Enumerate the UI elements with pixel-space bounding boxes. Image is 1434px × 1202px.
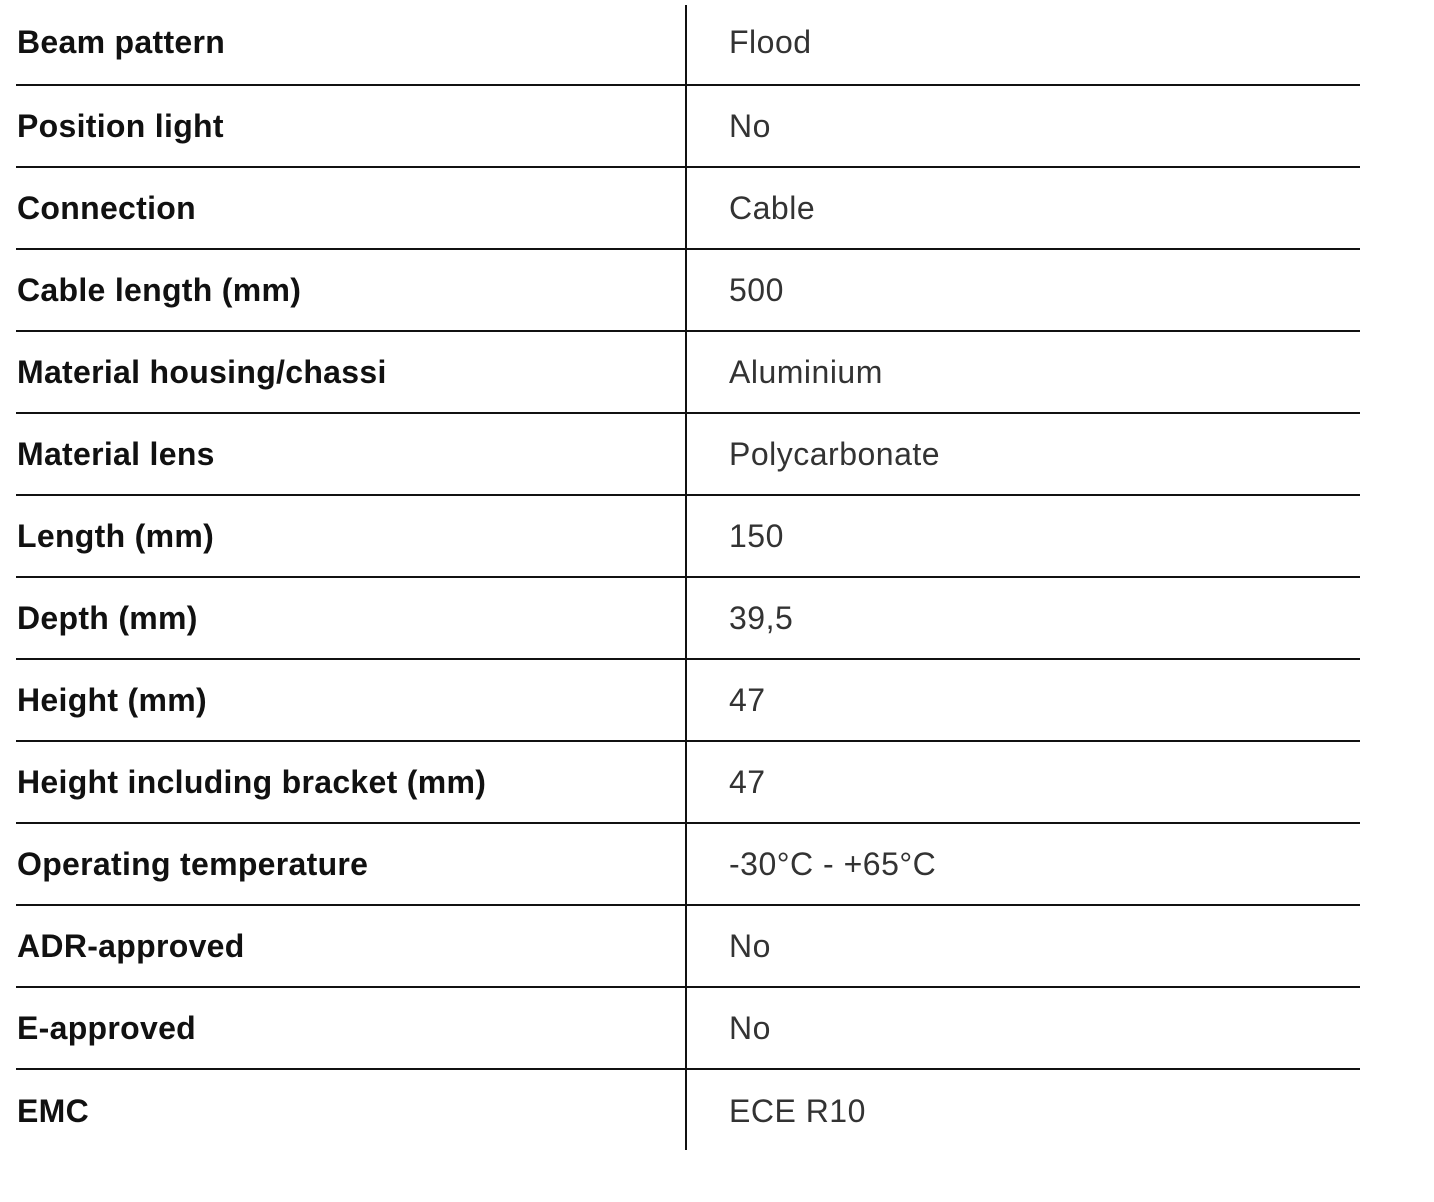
spec-label: Height (mm) [17, 681, 207, 718]
spec-row-depth [16, 578, 1360, 660]
spec-row-height [16, 660, 1360, 742]
spec-label: Operating temperature [17, 845, 369, 882]
spec-row-adr-approved [16, 906, 1360, 988]
spec-label: Length (mm) [17, 517, 215, 554]
spec-label: E-approved [17, 1009, 197, 1046]
spec-row-material-housing [16, 332, 1360, 414]
spec-row-height-including-bracket [16, 742, 1360, 824]
spec-value: 47 [729, 681, 766, 718]
spec-row-position-light [16, 86, 1360, 168]
spec-label: Depth (mm) [17, 599, 198, 636]
spec-label: Height including bracket (mm) [17, 763, 487, 800]
spec-value: ECE R10 [729, 1092, 866, 1129]
spec-label: Connection [17, 189, 196, 226]
spec-label: Material lens [17, 435, 215, 472]
spec-value: No [729, 1009, 771, 1046]
spec-value: Aluminium [729, 353, 883, 390]
spec-value: -30°C - +65°C [729, 845, 937, 882]
spec-value: 39,5 [729, 599, 794, 636]
spec-value: No [729, 927, 771, 964]
spec-row-cable-length [16, 250, 1360, 332]
spec-value: 150 [729, 517, 784, 554]
spec-label: Cable length (mm) [17, 271, 302, 308]
spec-row-beam-pattern [16, 0, 1360, 86]
spec-value: 500 [729, 271, 784, 308]
spec-table [16, 0, 1360, 1152]
spec-label: Beam pattern [17, 23, 226, 60]
spec-value: Polycarbonate [729, 435, 941, 472]
spec-row-e-approved [16, 988, 1360, 1070]
spec-value: Flood [729, 23, 812, 60]
spec-label: Position light [17, 107, 224, 144]
spec-label: Material housing/chassi [17, 353, 387, 390]
spec-row-emc [16, 1070, 1360, 1152]
spec-label: EMC [17, 1092, 90, 1129]
spec-row-operating-temperature [16, 824, 1360, 906]
spec-value: Cable [729, 189, 816, 226]
spec-row-connection [16, 168, 1360, 250]
spec-label: ADR-approved [17, 927, 245, 964]
spec-value: 47 [729, 763, 766, 800]
spec-row-length [16, 496, 1360, 578]
spec-row-material-lens [16, 414, 1360, 496]
spec-value: No [729, 107, 771, 144]
